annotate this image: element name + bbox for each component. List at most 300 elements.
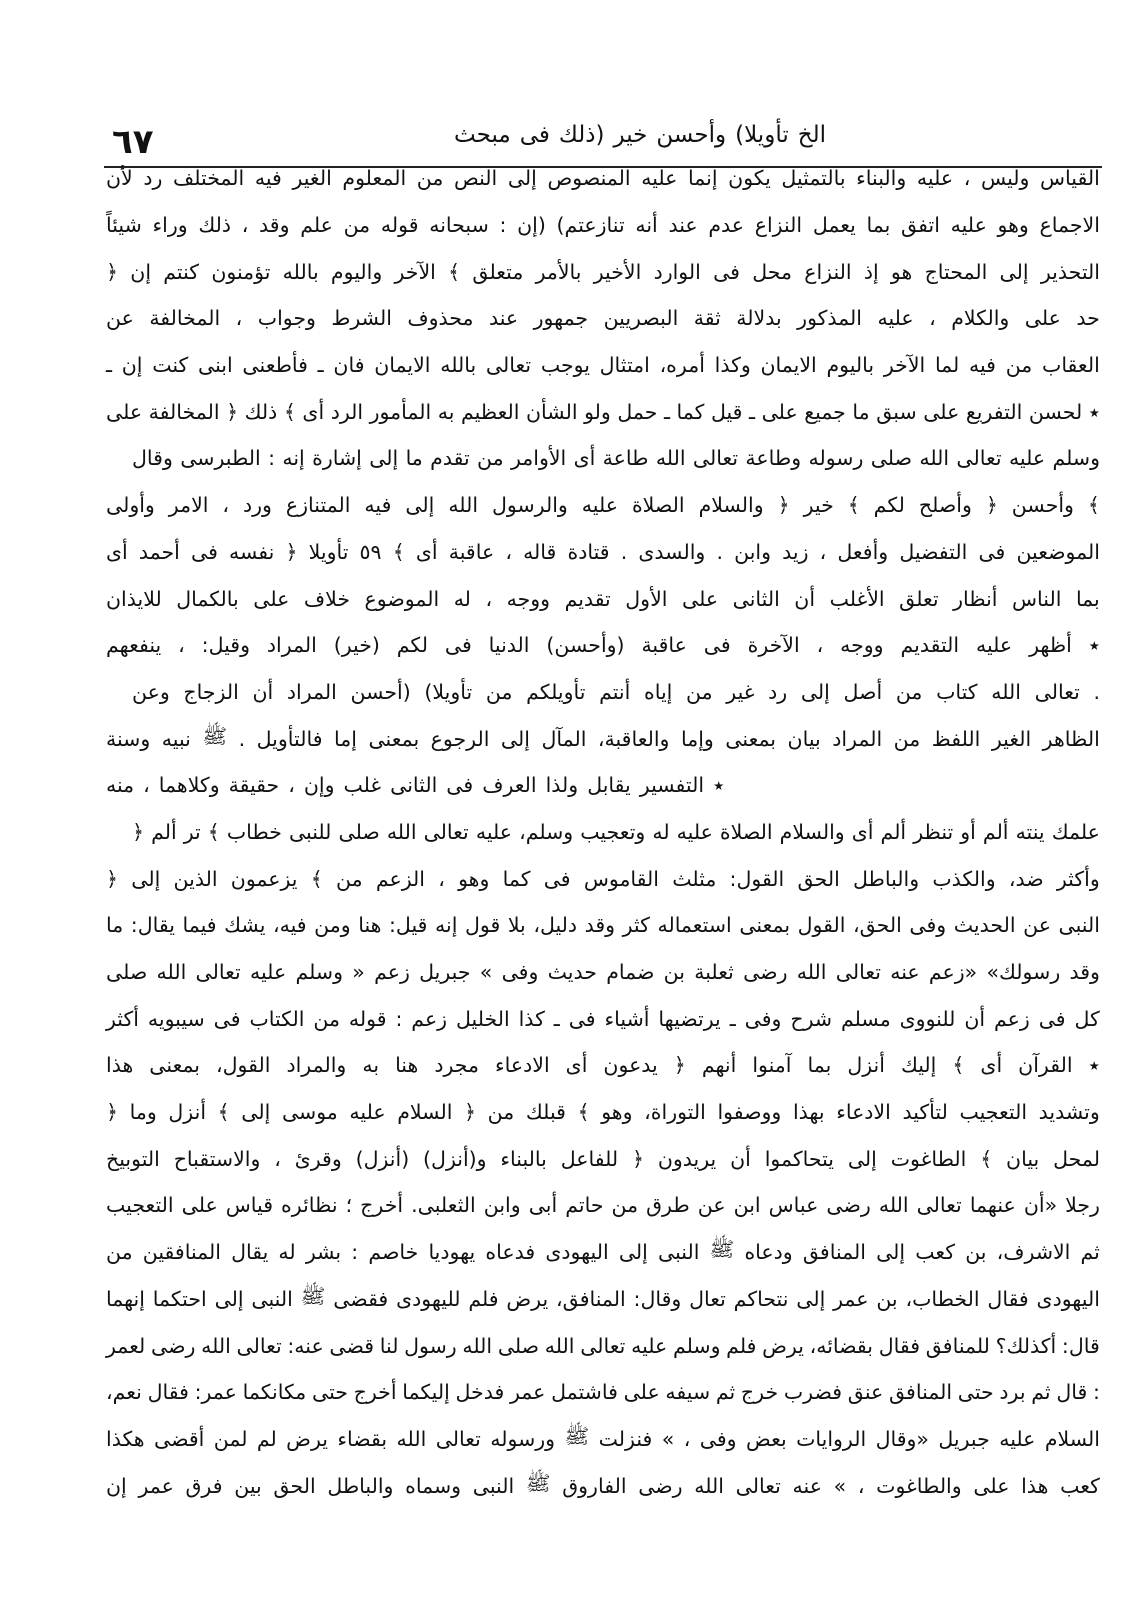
word: فرق bbox=[185, 1473, 223, 1498]
word: الله bbox=[448, 493, 479, 518]
word: كثر bbox=[622, 913, 650, 938]
word: ﴾ bbox=[980, 1146, 993, 1171]
word: والرسول bbox=[492, 493, 568, 518]
word: ، bbox=[143, 773, 150, 798]
word: فى bbox=[978, 539, 1006, 564]
word: المنافق، bbox=[555, 1286, 626, 1311]
word: علمك bbox=[1051, 819, 1100, 844]
word: الله bbox=[919, 446, 950, 471]
word: أن bbox=[730, 1146, 751, 1171]
word: فيه bbox=[254, 166, 282, 191]
word: نظائره bbox=[281, 1193, 338, 1218]
word: تعالى bbox=[580, 1333, 626, 1358]
word: إلى bbox=[796, 1286, 826, 1311]
word: بالبناء bbox=[500, 1146, 547, 1171]
word: على bbox=[106, 399, 143, 424]
word: ﴿ bbox=[985, 493, 998, 518]
word: الحديث bbox=[953, 913, 1016, 938]
word: فضرب bbox=[783, 1380, 843, 1405]
word: ولذا bbox=[545, 773, 579, 798]
word: ابنى bbox=[198, 353, 233, 378]
word: آمنوا bbox=[752, 1053, 792, 1078]
word: قياس bbox=[225, 1193, 274, 1218]
word: ـ bbox=[553, 1006, 560, 1031]
word: عباس bbox=[768, 1193, 819, 1218]
word: موسى bbox=[281, 1100, 338, 1125]
word: فالتأويل bbox=[256, 726, 323, 751]
text-line bbox=[106, 855, 1100, 902]
word: الطبرسى bbox=[180, 446, 261, 471]
word: : bbox=[351, 1240, 359, 1265]
word: شرح bbox=[790, 1006, 833, 1031]
word: وما bbox=[129, 1100, 157, 1125]
word: بالكمال bbox=[176, 586, 239, 611]
word: عن bbox=[697, 1193, 726, 1218]
word: المخالفة bbox=[148, 399, 220, 424]
text-line bbox=[106, 1182, 1100, 1229]
text-line bbox=[106, 669, 1100, 716]
word: ﴿ bbox=[106, 259, 119, 284]
word: النزاع bbox=[754, 213, 803, 238]
word: ﷺ bbox=[300, 1283, 326, 1308]
text-line bbox=[106, 1135, 1100, 1182]
word: نعم، bbox=[106, 1380, 142, 1405]
word: العظيم bbox=[460, 399, 520, 424]
word: عليه bbox=[1008, 446, 1046, 471]
word: لما bbox=[934, 353, 960, 378]
word: يتحاكموا bbox=[764, 1146, 834, 1171]
word: التفضيل bbox=[899, 539, 968, 564]
word: القاموس bbox=[583, 866, 659, 891]
word: المذكور bbox=[797, 306, 862, 331]
word: فلم bbox=[726, 1333, 757, 1358]
word: إلى bbox=[800, 679, 830, 704]
word: أى bbox=[106, 539, 128, 564]
word: كما bbox=[676, 399, 705, 424]
word: ، bbox=[816, 633, 824, 658]
word: رسولك» bbox=[986, 960, 1061, 985]
word: ضد، bbox=[1008, 866, 1044, 891]
word: يقال: bbox=[130, 913, 175, 938]
word: ، bbox=[235, 306, 243, 331]
text-line bbox=[106, 155, 1100, 202]
word: ﴿ bbox=[106, 1100, 119, 1125]
word: . bbox=[1093, 679, 1100, 704]
word: الزجاج bbox=[183, 679, 239, 704]
word: وقال: bbox=[633, 1286, 682, 1311]
word: أو bbox=[960, 819, 976, 844]
word: اليهودى bbox=[545, 1240, 609, 1265]
word: يهوديا bbox=[428, 1240, 476, 1265]
body-text bbox=[106, 155, 1100, 1509]
word: تنظر bbox=[913, 819, 954, 844]
word: فاشتمل bbox=[551, 1380, 618, 1405]
word: وتشديد bbox=[1038, 1100, 1100, 1125]
word: تقديم bbox=[564, 586, 611, 611]
word: الآخر bbox=[394, 259, 436, 284]
word: والسلام bbox=[698, 493, 764, 518]
word: المآل bbox=[541, 726, 587, 751]
word: له bbox=[453, 586, 471, 611]
word: الذين bbox=[173, 866, 218, 891]
word: : bbox=[395, 1006, 403, 1031]
word: ٭ bbox=[1088, 1053, 1100, 1078]
word: من bbox=[477, 446, 504, 471]
word: تأويلا) bbox=[735, 122, 789, 148]
word: به bbox=[437, 399, 455, 424]
word: بيان bbox=[1006, 1146, 1040, 1171]
word: بن bbox=[965, 1240, 987, 1265]
word: غير bbox=[726, 679, 755, 704]
word: ، bbox=[178, 633, 185, 658]
word: للنووى bbox=[899, 1006, 956, 1031]
word: أنزل bbox=[847, 1053, 885, 1078]
word: المنافق bbox=[888, 1380, 953, 1405]
word: عند bbox=[488, 306, 519, 331]
word: رجلا bbox=[1065, 1193, 1100, 1218]
word: ألم bbox=[151, 819, 177, 844]
word: بمعنى bbox=[149, 1053, 201, 1078]
word: ﴿ bbox=[285, 539, 298, 564]
word: الغير bbox=[991, 726, 1032, 751]
word: تنازعتم) bbox=[556, 213, 625, 238]
word: ـ bbox=[663, 399, 670, 424]
word: فلم bbox=[468, 1286, 499, 1311]
word: على bbox=[623, 1380, 660, 1405]
word: عن bbox=[106, 306, 134, 331]
word: تأويلكم bbox=[526, 679, 586, 704]
word: قول bbox=[464, 913, 501, 938]
word: تعال bbox=[689, 1286, 726, 1311]
word: أنظار bbox=[953, 586, 998, 611]
word: ، bbox=[929, 306, 936, 331]
text-line bbox=[106, 1089, 1100, 1136]
word: الصلاة bbox=[631, 493, 685, 518]
word: أن bbox=[794, 586, 816, 611]
word: من bbox=[416, 166, 444, 191]
word: تؤمنون bbox=[211, 259, 271, 284]
word: صلى bbox=[106, 960, 148, 985]
word: السلام bbox=[397, 1100, 453, 1125]
word: أشياء bbox=[604, 1006, 650, 1031]
word: زعم bbox=[994, 1006, 1030, 1031]
word: زعم bbox=[374, 960, 410, 985]
word: الدنيا bbox=[488, 633, 530, 658]
word: الله bbox=[201, 1333, 231, 1358]
word: (إن bbox=[517, 213, 546, 238]
word: » bbox=[833, 1473, 847, 1498]
word: ـ bbox=[729, 1006, 736, 1031]
word: قوله bbox=[380, 213, 419, 238]
word: وأكثر bbox=[1056, 866, 1100, 891]
word: الأول bbox=[625, 586, 668, 611]
text-line bbox=[106, 202, 1100, 249]
word: رضى bbox=[826, 1193, 871, 1218]
word: ﴾ bbox=[952, 1053, 965, 1078]
word: ينفعهم bbox=[106, 633, 162, 658]
word: والمراد bbox=[286, 1053, 347, 1078]
word: ذلك bbox=[244, 399, 278, 424]
word: عمر bbox=[509, 1380, 546, 1405]
word: حمل bbox=[617, 399, 658, 424]
word: وقد bbox=[259, 213, 290, 238]
word: وقيل: bbox=[201, 633, 250, 658]
word: عنهما bbox=[969, 1193, 1016, 1218]
word: لكم bbox=[873, 493, 905, 518]
word: لنا bbox=[379, 1333, 399, 1358]
word: ووجه bbox=[506, 586, 551, 611]
word: من bbox=[343, 213, 371, 238]
word: ، bbox=[857, 1473, 865, 1498]
word: المنافقين bbox=[142, 1240, 221, 1265]
word: أنتم bbox=[599, 679, 631, 704]
word: ، bbox=[222, 493, 230, 518]
word: صلى bbox=[338, 819, 380, 844]
word: تعالى bbox=[835, 960, 881, 985]
word: النزاع bbox=[804, 259, 852, 284]
word: وسلم bbox=[295, 960, 343, 985]
word: فان bbox=[333, 353, 365, 378]
text-line bbox=[106, 435, 1100, 482]
word: القرآن bbox=[1018, 1053, 1073, 1078]
word: قال bbox=[1056, 1380, 1088, 1405]
word: زيد bbox=[782, 539, 809, 564]
word: ، bbox=[485, 586, 493, 611]
word: نفسه bbox=[229, 539, 275, 564]
word: به bbox=[362, 1053, 380, 1078]
word: الخليل bbox=[456, 1006, 510, 1031]
word: إلى bbox=[847, 1146, 877, 1171]
word: الله bbox=[156, 960, 187, 985]
word: فقال bbox=[987, 1286, 1029, 1311]
word: والعاقبة، bbox=[597, 726, 670, 751]
word: تعالى bbox=[195, 960, 241, 985]
word: النبى bbox=[657, 1240, 700, 1265]
word: أخرج bbox=[353, 1380, 397, 1405]
word: لليهودى bbox=[396, 1286, 461, 1311]
word: لم bbox=[256, 1426, 277, 1451]
word: إليكما bbox=[402, 1380, 450, 1405]
word: من bbox=[106, 1240, 133, 1265]
word: تعالى bbox=[236, 1333, 282, 1358]
word: عليه bbox=[999, 1426, 1036, 1451]
word: فى bbox=[444, 633, 472, 658]
word: ﴿ bbox=[673, 1053, 686, 1078]
word: ـ bbox=[106, 353, 113, 378]
word: إن bbox=[106, 1473, 127, 1498]
word: أصل bbox=[843, 679, 883, 704]
word: تر bbox=[183, 819, 201, 844]
word: المحتاج bbox=[924, 259, 988, 284]
word: فنزلت bbox=[598, 1426, 653, 1451]
word: وفى bbox=[909, 913, 947, 938]
word: القول bbox=[797, 913, 846, 938]
word: حديث bbox=[547, 960, 597, 985]
word: الاشرف، bbox=[996, 1240, 1071, 1265]
word: من bbox=[686, 679, 713, 704]
word: يقابل bbox=[587, 773, 631, 798]
word: قضى bbox=[329, 1333, 375, 1358]
word: وتعجيب bbox=[580, 819, 646, 844]
word: يدعون bbox=[603, 1053, 658, 1078]
word: برد bbox=[999, 1380, 1026, 1405]
word: ﴿ bbox=[106, 866, 119, 891]
word: والطاغوت bbox=[876, 1473, 962, 1498]
word: متعلق bbox=[472, 259, 524, 284]
word: له bbox=[652, 819, 670, 844]
word: من bbox=[485, 679, 513, 704]
word: إما bbox=[334, 726, 357, 751]
word: إلى bbox=[618, 1240, 648, 1265]
word: كعب bbox=[915, 1240, 956, 1265]
word: إلى bbox=[131, 866, 161, 891]
word: «زعم bbox=[928, 960, 978, 985]
word: ﷺ bbox=[709, 1237, 735, 1262]
word: كتاب bbox=[936, 679, 978, 704]
word: ضمام bbox=[606, 960, 655, 985]
word: وسماه bbox=[405, 1473, 462, 1498]
word: بلا bbox=[507, 913, 526, 938]
word: على bbox=[973, 1473, 1010, 1498]
page-number: ٦٧ bbox=[112, 122, 154, 162]
word: : bbox=[268, 446, 275, 471]
word: ﴾ bbox=[217, 1100, 230, 1125]
word: ما bbox=[405, 446, 423, 471]
word: تعالى bbox=[916, 1193, 962, 1218]
word: له bbox=[278, 1240, 296, 1265]
word: ﴿ bbox=[631, 1146, 644, 1171]
word: لحسن bbox=[1028, 399, 1083, 424]
word: كنت bbox=[152, 353, 189, 378]
word: هنا bbox=[395, 1053, 419, 1078]
word: (وأحسن) bbox=[546, 633, 625, 658]
word: يعمل bbox=[812, 213, 856, 238]
word: الشأن bbox=[526, 399, 578, 424]
word: خلاف bbox=[303, 586, 351, 611]
word: (أحسن bbox=[350, 679, 411, 704]
word: حتى bbox=[957, 1380, 994, 1405]
word: وعن bbox=[132, 679, 170, 704]
word: العقاب bbox=[1042, 353, 1100, 378]
word: عمر bbox=[138, 1473, 174, 1498]
word: الصلاة bbox=[719, 819, 773, 844]
word: ﴾ bbox=[448, 259, 461, 284]
word: التوراة، bbox=[644, 1100, 706, 1125]
word: خرج bbox=[740, 1380, 779, 1405]
word: حتى bbox=[311, 1380, 348, 1405]
word: فى bbox=[446, 773, 474, 798]
word: الثعلبى. bbox=[411, 1193, 476, 1218]
word: السلام bbox=[1044, 1426, 1100, 1451]
word: ﴾ bbox=[577, 1100, 590, 1125]
word: أبى bbox=[528, 1193, 558, 1218]
word: الناس bbox=[1012, 586, 1062, 611]
word: فى bbox=[703, 633, 731, 658]
word: احتكما bbox=[152, 1286, 207, 1311]
word: تعالى bbox=[692, 446, 739, 471]
word: النبى bbox=[251, 1286, 293, 1311]
word: مبحث bbox=[454, 122, 511, 148]
text-line bbox=[106, 388, 1100, 435]
word: للفاعل bbox=[560, 1146, 619, 1171]
word: البصريين bbox=[603, 306, 679, 331]
word: التفريع bbox=[965, 399, 1023, 424]
word: عليه bbox=[950, 213, 987, 238]
word: والسلام bbox=[779, 819, 845, 844]
word: : bbox=[499, 213, 507, 238]
word: أنزل bbox=[168, 1100, 207, 1125]
word: التفسير bbox=[639, 773, 705, 798]
word: ﴾ bbox=[207, 819, 220, 844]
word: على bbox=[1024, 306, 1061, 331]
word: أى bbox=[980, 1053, 1003, 1078]
word: اللفظ bbox=[931, 726, 981, 751]
word: القول: bbox=[729, 866, 785, 891]
word: وهو bbox=[458, 866, 490, 891]
word: ﷺ bbox=[525, 1470, 551, 1495]
word: بالله bbox=[282, 259, 319, 284]
word: » bbox=[661, 1426, 675, 1451]
word: على bbox=[923, 399, 960, 424]
word: لعمر bbox=[106, 1333, 146, 1358]
word: يكون bbox=[728, 166, 771, 191]
word: بما bbox=[807, 1053, 832, 1078]
text-line bbox=[106, 342, 1100, 389]
word: إنه bbox=[282, 446, 305, 471]
word: الطاغوت bbox=[890, 1146, 967, 1171]
word: الله bbox=[694, 1473, 724, 1498]
word: الوارد bbox=[653, 259, 701, 284]
word: التعجيب bbox=[106, 1193, 174, 1218]
word: ﴾ bbox=[310, 866, 323, 891]
word: طاعة bbox=[602, 446, 649, 471]
word: وليس bbox=[980, 166, 1030, 191]
word: لكم bbox=[396, 633, 428, 658]
word: ﷺ bbox=[202, 723, 228, 748]
word: الادعاء bbox=[836, 1100, 891, 1125]
word: وأحسن bbox=[1011, 493, 1074, 518]
word: باليوم bbox=[826, 353, 875, 378]
text-line bbox=[106, 995, 1100, 1042]
word: وأحسن bbox=[656, 122, 727, 148]
word: إلى bbox=[241, 1100, 271, 1125]
word: . bbox=[716, 539, 723, 564]
word: يقال bbox=[231, 1240, 269, 1265]
word: العرف bbox=[482, 773, 537, 798]
word: فيه bbox=[364, 493, 392, 518]
word: رضى bbox=[638, 1473, 683, 1498]
word: عنه: bbox=[287, 1333, 324, 1358]
word: لمن bbox=[213, 1426, 248, 1451]
word: الآخر bbox=[883, 353, 926, 378]
word: وابن bbox=[483, 1193, 521, 1218]
word: زعم bbox=[411, 1006, 448, 1031]
word: يرض bbox=[286, 1426, 328, 1451]
word: وإما bbox=[680, 726, 714, 751]
word: الله bbox=[386, 819, 417, 844]
word: امتثال bbox=[599, 353, 650, 378]
word: فى bbox=[190, 539, 218, 564]
word: خاصم bbox=[368, 1240, 419, 1265]
text-line bbox=[106, 529, 1100, 576]
word: ودعاه bbox=[744, 1240, 793, 1265]
word: يريدون bbox=[657, 1146, 717, 1171]
word: الرجوع bbox=[430, 726, 490, 751]
word: الظاهر bbox=[1042, 726, 1100, 751]
word: والسدى bbox=[638, 539, 706, 564]
word: الفاروق bbox=[562, 1473, 627, 1498]
word: فيما bbox=[182, 913, 217, 938]
